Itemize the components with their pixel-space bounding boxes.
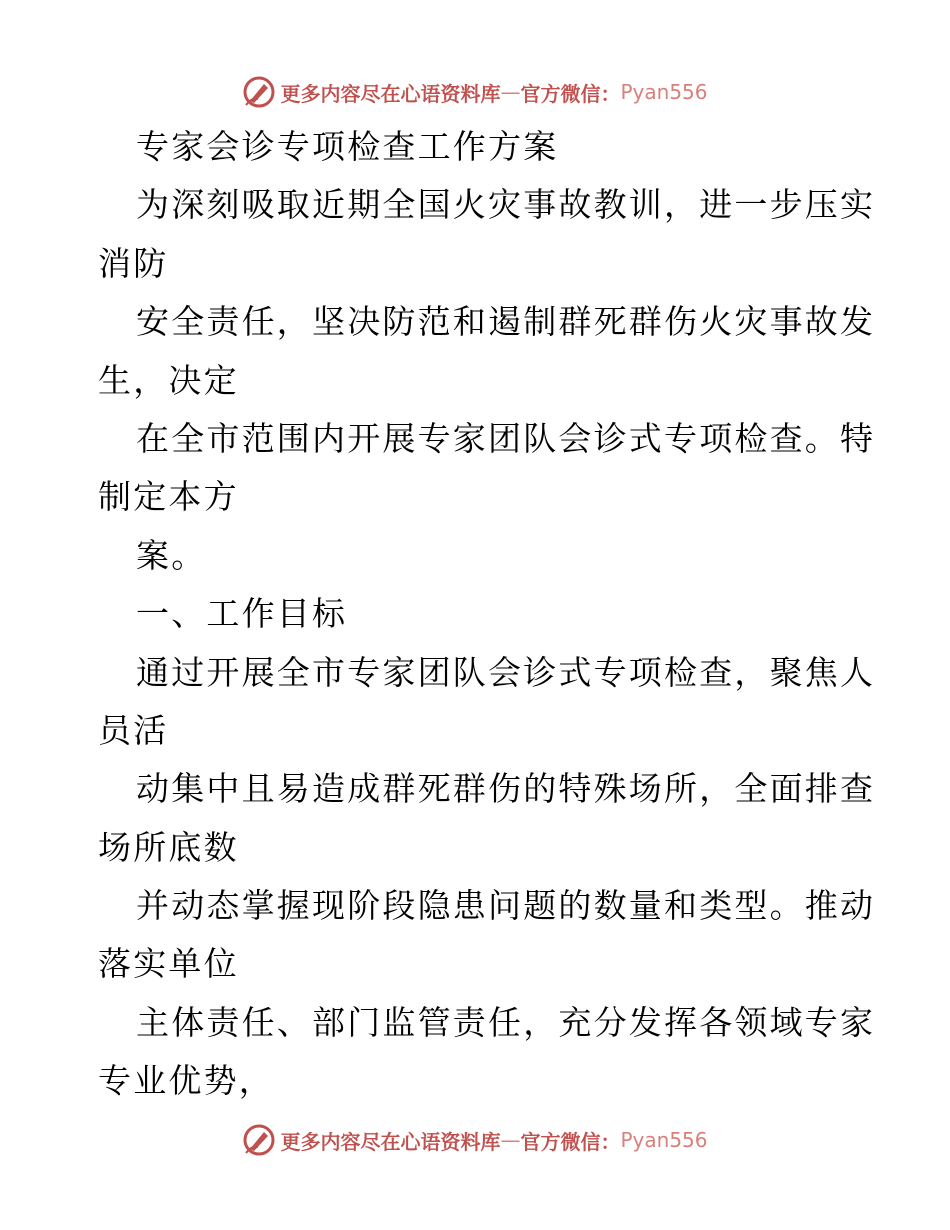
document-title: 专家会诊专项检查工作方案: [136, 127, 559, 166]
paragraph-line: 安全责任，坚决防范和遏制群死群伤火灾事故发: [136, 302, 876, 342]
document-body: [98, 118, 876, 1111]
watermark-separator: —: [500, 80, 521, 104]
paragraph-line: 为深刻吸取近期全国火灾事故教训，进一步压实: [136, 185, 876, 225]
pen-logo-icon: [242, 75, 276, 109]
watermark-wechat-id: Pyan556: [620, 1128, 708, 1152]
watermark-main-text: 更多内容尽在心语资料库: [280, 81, 501, 106]
watermark-official-label: 官方微信：: [520, 81, 621, 106]
watermark-footer: [0, 1120, 950, 1160]
paragraph-line: 主体责任、部门监管责任，充分发挥各领域专家: [136, 1002, 876, 1042]
paragraph-line: 生，决定: [98, 360, 239, 400]
paragraph-line: 案。: [136, 535, 207, 575]
paragraph-line: 制定本方: [98, 477, 239, 517]
pen-logo-icon: [242, 1123, 276, 1157]
paragraph-line: 专业优势，: [98, 1061, 274, 1101]
watermark-separator: —: [500, 1128, 521, 1152]
paragraph-line: 动集中且易造成群死群伤的特殊场所，全面排查: [136, 769, 876, 809]
watermark-wechat-id: Pyan556: [620, 80, 708, 104]
paragraph-line: 落实单位: [98, 944, 239, 984]
paragraph-line: 在全市范围内开展专家团队会诊式专项检查。特: [136, 418, 876, 458]
paragraph-line: 员活: [98, 710, 169, 750]
watermark-header: [0, 72, 950, 112]
paragraph-line: 场所底数: [98, 827, 239, 867]
section-heading: 一、工作目标: [136, 594, 348, 634]
paragraph-line: 通过开展全市专家团队会诊式专项检查，聚焦人: [136, 652, 876, 692]
paragraph-line: 消防: [98, 243, 169, 283]
watermark-official-label: 官方微信：: [520, 1129, 621, 1154]
paragraph-line: 并动态掌握现阶段隐患问题的数量和类型。推动: [136, 886, 876, 926]
watermark-main-text: 更多内容尽在心语资料库: [280, 1129, 501, 1154]
